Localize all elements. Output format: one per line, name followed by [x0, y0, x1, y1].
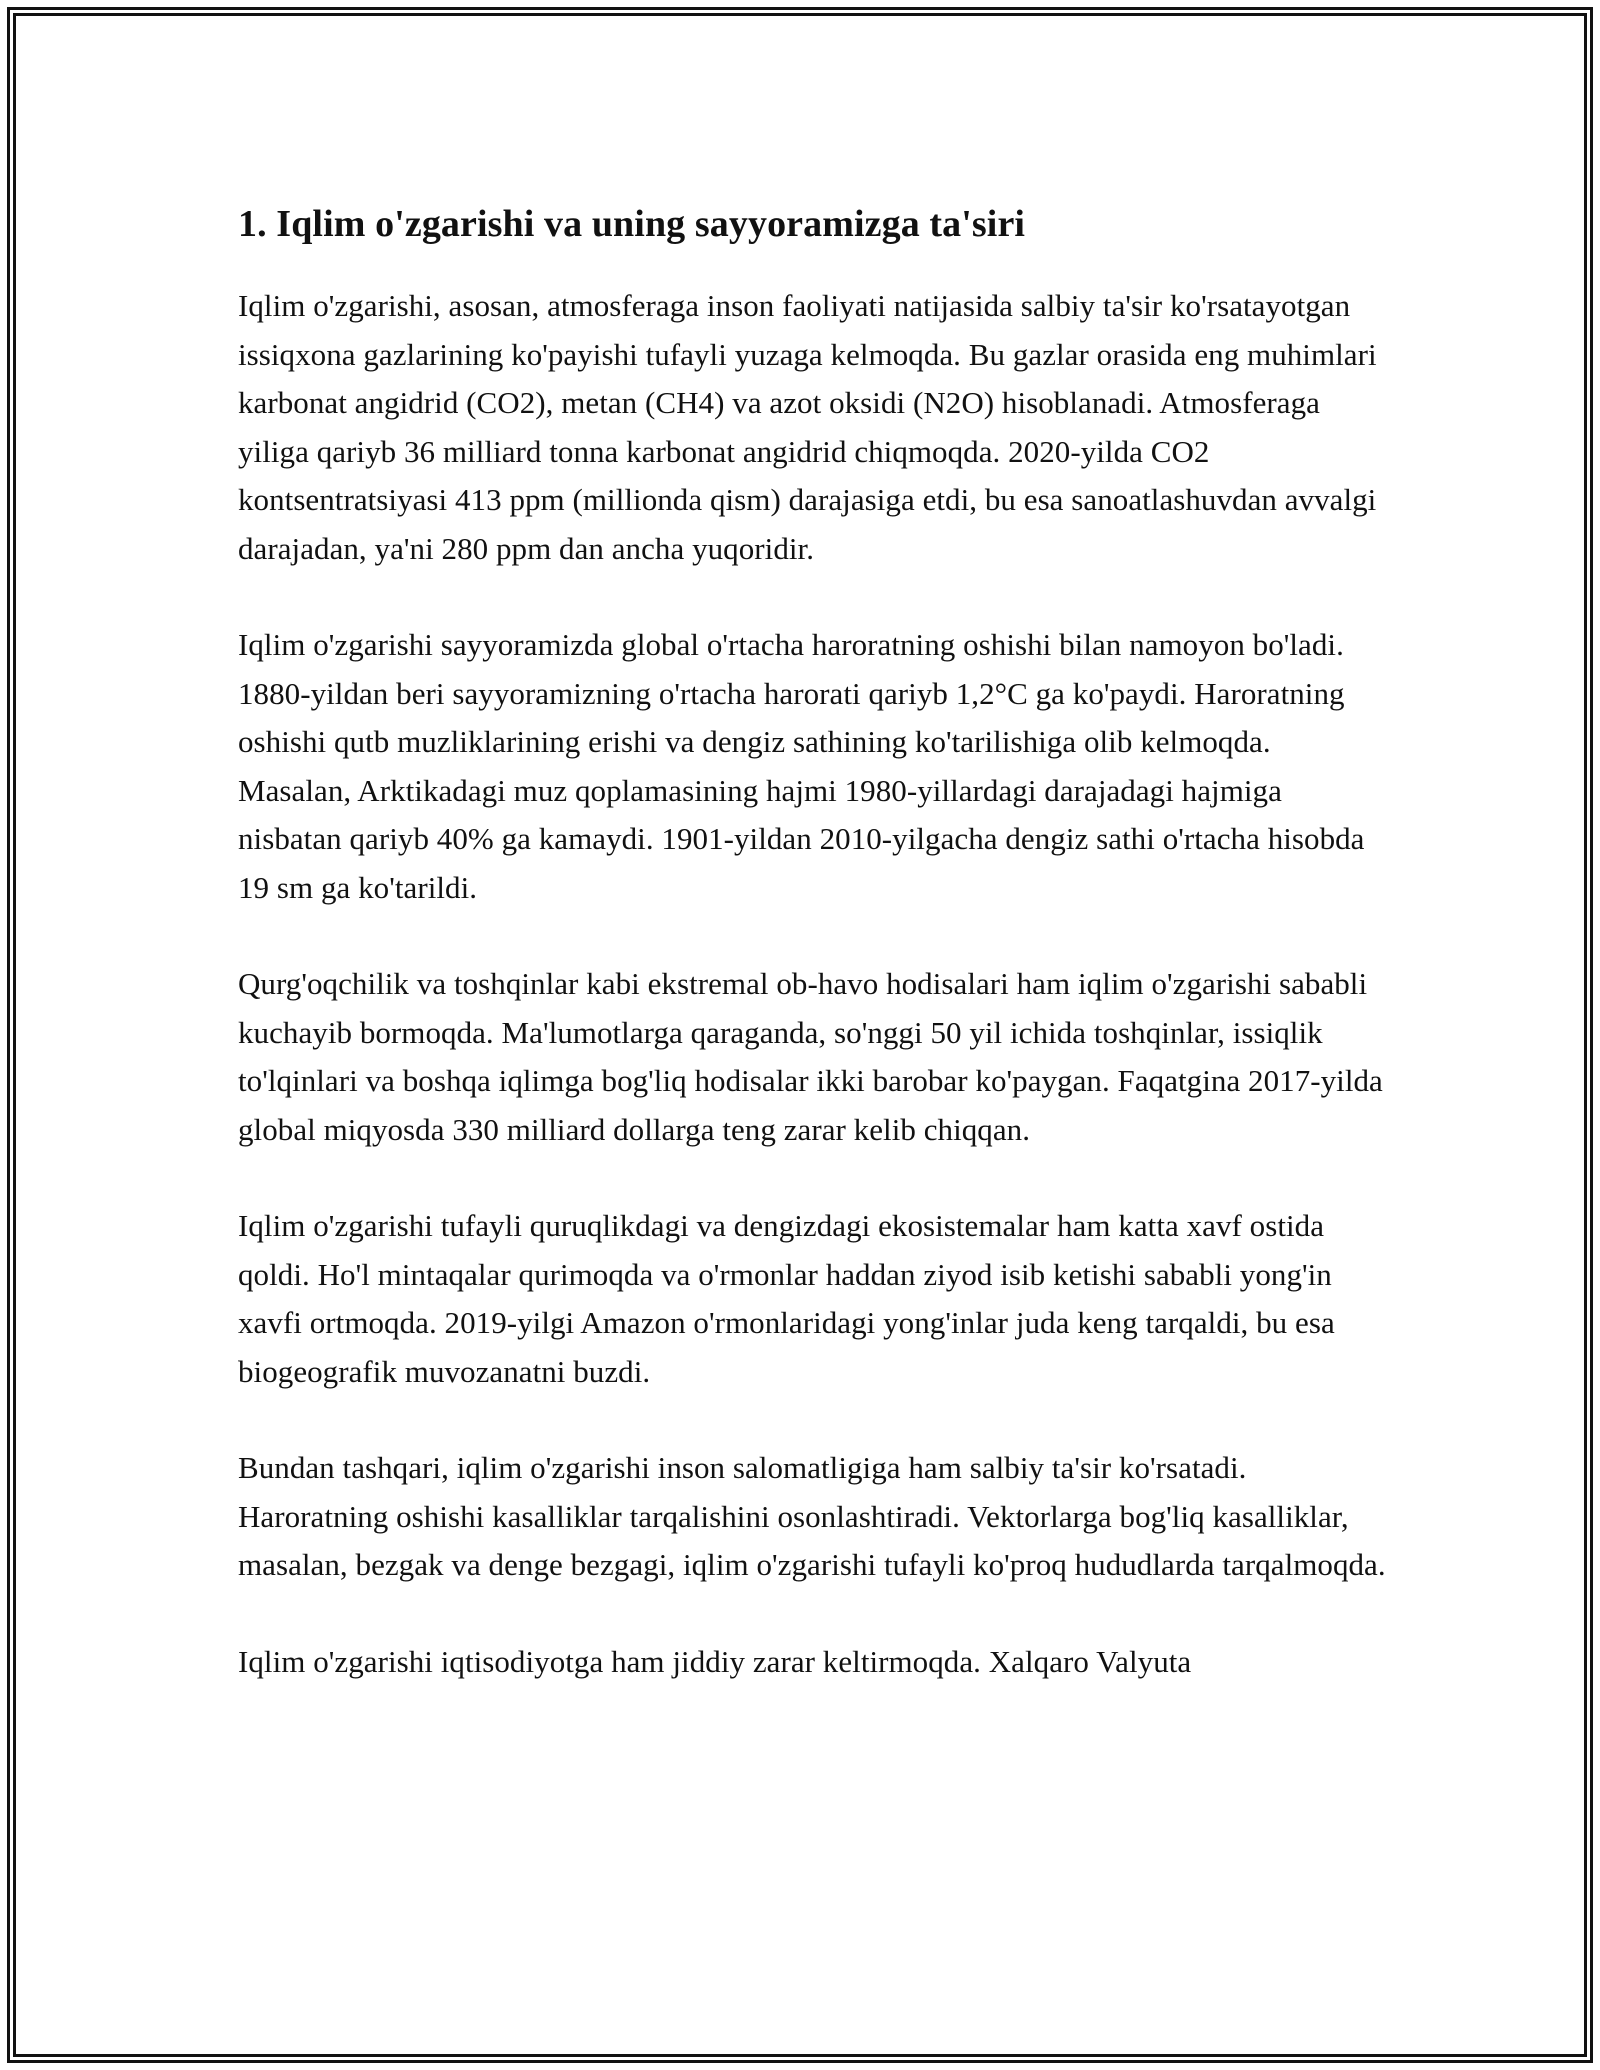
paragraph-2: Iqlim o'zgarishi sayyoramizda global o'rtacha haroratning oshishi bilan namoyon bo'ladi. 1880-yildan beri sayyoramizning o'rtacha harorati qariyb 1,2°C ga ko'paydi. Haroratning oshishi qutb muzliklarining erishi va dengiz sathining ko'tarilishiga olib kelmoqda. Masalan, Arktikadagi muz qoplamasining hajmi 1980-yillardagi darajadagi hajmiga nisbatan qariyb 40% ga kamaydi. 1901-yildan 2010-yilgacha dengiz sathi o'rtacha hisobda 19 sm ga ko'tarildi.: [238, 627, 1365, 905]
section-title: 1. Iqlim o'zgarishi va uning sayyoramizga ta'siri: [238, 203, 1026, 245]
paragraph-6: Iqlim o'zgarishi iqtisodiyotga ham jiddiy zarar keltirmoqda. Xalqaro Valyuta: [238, 1643, 1192, 1679]
document-body: [238, 200, 1388, 1686]
page-border: [7, 7, 1593, 2063]
paragraph-1: Iqlim o'zgarishi, asosan, atmosferaga inson faoliyati natijasida salbiy ta'sir ko'rsatayotgan issiqxona gazlarining ko'payishi tufayli yuzaga kelmoqda. Bu gazlar orasida eng muhimlari karbonat angidrid (CO2), metan (CH4) va azot oksidi (N2O) hisoblanadi. Atmosferaga yiliga qariyb 36 milliard tonna karbonat angidrid chiqmoqda. 2020-yilda CO2 kontsentratsiyasi 413 ppm (millionda qism) darajasiga etdi, bu esa sanoatlashuvdan avvalgi darajadan, ya'ni 280 ppm dan ancha yuqoridir.: [238, 288, 1377, 566]
paragraph-4: Iqlim o'zgarishi tufayli quruqlikdagi va dengizdagi ekosistemalar ham katta xavf ostida qoldi. Ho'l mintaqalar qurimoqda va o'rmonlar haddan ziyod isib ketishi sababli yong'in xavfi ortmoqda. 2019-yilgi Amazon o'rmonlaridagi yong'inlar juda keng tarqaldi, bu esa biogeografik muvozanatni buzdi.: [238, 1208, 1335, 1389]
paragraph-5: Bundan tashqari, iqlim o'zgarishi inson salomatligiga ham salbiy ta'sir ko'rsatadi. Haroratning oshishi kasalliklar tarqalishini osonlashtiradi. Vektorlarga bog'liq kasalliklar, masalan, bezgak va denge bezgagi, iqlim o'zgarishi tufayli ko'proq hududlarda tarqalmoqda.: [238, 1450, 1386, 1582]
page-border-inner: [13, 13, 1587, 2057]
paragraph-3: Qurg'oqchilik va toshqinlar kabi ekstremal ob-havo hodisalari ham iqlim o'zgarishi sababli kuchayib bormoqda. Ma'lumotlarga qaraganda, so'nggi 50 yil ichida toshqinlar, issiqlik to'lqinlari va boshqa iqlimga bog'liq hodisalar ikki barobar ko'paygan. Faqatgina 2017-yilda global miqyosda 330 milliard dollarga teng zarar kelib chiqqan.: [238, 966, 1383, 1147]
